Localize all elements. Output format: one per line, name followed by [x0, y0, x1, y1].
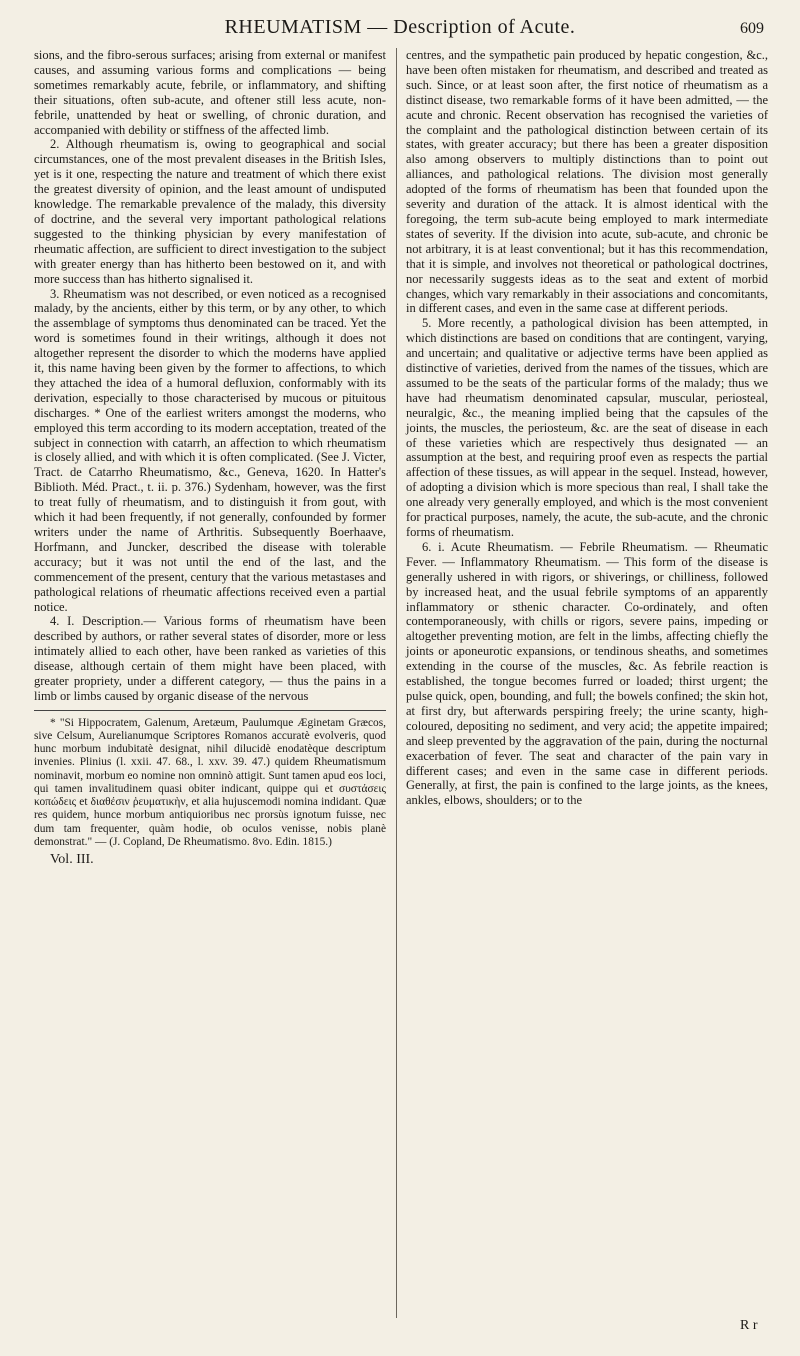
- left-column: [34, 48, 386, 868]
- paragraph-3: 3. Rheumatism was not described, or even noticed as a recognised malady, by the ancients, either by this term, or by any other, to which the assemblage of symptoms thus denominated can be traced. Yet the word is sometimes found in their writings, although it does not altogether represent the disorder to which the moderns have applied it, this name having been given by the former to affections, to which they attached the idea of a humoral defluxion, conformably with its derivation, especially to those characterised by mucous or pituitous discharges. * One of the earliest writers amongst the moderns, who employed this term according to its modern acceptation, treated of the subject in connection with catarrh, an affection to which rheumatism is closely allied, and with which it is often complicated. (See J. Victer, Tract. de Catarrho Rheumatismo, &c., Geneva, 1620. In Hatter's Biblioth. Méd. Pract., t. ii. p. 376.) Sydenham, however, was the first to treat fully of rheumatism, and to distinguish it from gout, with which it had been frequently, if not generally, confounded by former writers under the name of Arthritis. Subsequently Boerhaave, Horfmann, and Juncker, described the disease with tolerable accuracy; but it was not until the end of the last, and the commencement of the present, century that the various metastases and pathological relations of rheumatic affections received even a partial notice.: [34, 286, 386, 614]
- paragraph-5: 5. More recently, a pathological division has been attempted, in which distinctions are based on conditions that are contingent, varying, and uncertain; and qualitative or adjective terms have been applied as distinctive of varieties, derived from the names of the tissues, which are assumed to be the seats of the particular forms of the malady; thus we have had rheumatism denominated capsular, muscular, periosteal, neuralgic, &c., the meaning implied being that the capsules of the joints, the muscles, the periosteum, &c. are the seat of disease in each of these varieties which are respectively thus designated — an assumption at the best, and requiring proof even as respects the partial affection of these tissues, as will appear in the sequel. Instead, however, of adopting a division which is more specious than real, I shall take the one already very generally employed, and which is the most convenient for practical purposes, namely, the acute, the sub-acute, and the chronic forms of rheumatism.: [406, 316, 768, 539]
- volume-mark: Vol. III.: [50, 851, 94, 867]
- paragraph-4: 4. I. Description.— Various forms of rheumatism have been described by authors, or rather several states of disorder, more or less intimately allied to each other, have been ranked as varieties of this disease, although certain of them might have been placed, with greater propriety, under a different category, — thus the pains in a limb or limbs caused by organic disease of the nervous: [34, 614, 386, 703]
- column-divider: [396, 48, 397, 1318]
- running-header: [34, 14, 766, 44]
- paragraph-6: 6. i. Acute Rheumatism. — Febrile Rheumatism. — Rheumatic Fever. — Inflammatory Rheumatism. — This form of the disease is generally ushered in with rigors, or shiverings, or chilliness, followed by increased heat, and the usual febrile symptoms of an apparently inflammatory or sthenic character. Co-ordinately, and often contemporaneously, with chills or rigors, severe pains, impeding or altogether preventing motion, are felt in the limbs, affecting chiefly the joints or aponeurotic expansions, or tendinous sheaths, and sometimes extending in the course of the muscles, &c. As febrile reaction is established, the tongue becomes furred or loaded; thirst urgent; the pulse quick, open, bounding, and full; the bowels confined; the skin hot, at first dry, but afterwards perspiring freely; the urine scanty, high-coloured, depositing no sediment, and very acid; the appetite impaired; and sleep prevented by the aggravation of the pain, during the nocturnal exacerbation of fever. The seat and character of the pain vary in different cases; and even in the same case in different periods. Generally, at first, the pain is confined to the large joints, as the knees, ankles, elbows, shoulders; or to the: [406, 539, 768, 808]
- right-column: [406, 48, 768, 808]
- page-number: 609: [740, 20, 764, 37]
- footnote: * "Si Hippocratem, Galenum, Aretæum, Paulumque Æginetam Græcos, sive Celsum, Aurelianumque Scriptores Romanos accuratè evolveris, quod hunc morbum indubitatè designat, nihil dilucidè enodatèque descriptum invenies. Plinius (l. xxii. 47. 68., l. xxv. 39. 47.) quidem Rheumatismum nominavit, morbum eo nomine non omninò attigit. Sunt tamen apud eos loci, qui tamen invalitudinem quasi obiter indicant, quippe qui et συστάσεις κοπώδεις et διαθέσιν ῥευματικὴν, et alia hujuscemodi nomina indidant. Quæ res quidem, hunce morbum antiquioribus nec prorsùs ignotum fuisse, nec dum tam frequenter, quàm hodie, ob oculos venisse, nobis planè demonstrat." — (J. Copland, De Rheumatismo. 8vo. Edin. 1815.): [34, 716, 386, 848]
- paragraph-2: 2. Although rheumatism is, owing to geographical and social circumstances, one of the most prevalent diseases in the British Isles, yet is it one, respecting the nature and treatment of which there exist the greatest diversity of opinion, and the least amount of undisputed knowledge. The remarkable prevalence of the malady, this diversity of doctrine, and the several very important pathological relations suggested to the thinking physician by every manifestation of rheumatic affection, are sufficient to direct investigation to the subject with greater energy than has hitherto been bestowed on it, and with more success than has hitherto signalised it.: [34, 137, 386, 286]
- running-title: RHEUMATISM — Description of Acute.: [224, 16, 576, 38]
- paragraph-1-continued: sions, and the fibro-serous surfaces; arising from external or manifest causes, and assuming various forms and complications — being sometimes remarkably acute, febrile, or inflammatory, and shifting their situations, often sub-acute, and oftener still less acute, non-febrile, unattended by heat or swelling, of chronic duration, and accompanied with debility or stiffness of the affected limb.: [34, 48, 386, 137]
- footnote-divider: [34, 710, 386, 711]
- paragraph-4-continued: centres, and the sympathetic pain produced by hepatic congestion, &c., have been often mistaken for rheumatism, and described and treated as such. Since, or at least soon after, the first notice of rheumatism as a distinct disease, two remarkable forms of it have been admitted, — the acute and chronic. Recent observation has recognised the varieties of the complaint and the pathological distinction between certain of its states, with greater accuracy; but there has been a greater disposition also among observers to multiply distinctions than to point out alliances, and pathological relations. The division most generally adopted of the forms of rheumatism has been that founded upon the severity and duration of the attack. It is almost identical with the foregoing, the term sub-acute being employed to mark intermediate states of severity. If the division into acute, sub-acute, and chronic be not arbitrary, it is at least conventional; but it has this recommendation, that it is simple, and involves not theoretical or pathological doctrines, nor necessarily suggests ideas as to the seat and extent of morbid changes, which vary remarkably in their associations and concomitants, in different cases, and even in the same case at different periods.: [406, 48, 768, 316]
- signature-mark: R r: [740, 1318, 758, 1333]
